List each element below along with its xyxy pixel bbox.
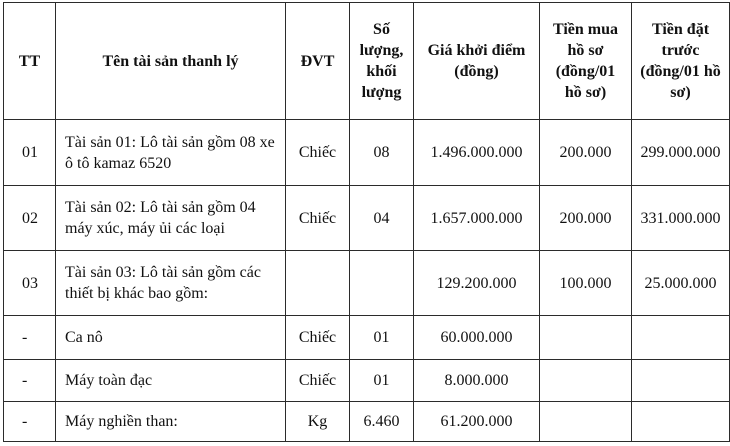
row-quantity: 01	[350, 316, 414, 360]
row-tt: -	[4, 316, 56, 360]
table-row	[4, 402, 730, 442]
header-starting-price: Giá khởi điểm (đồng)	[414, 3, 540, 120]
row-starting-price: 8.000.000	[414, 360, 540, 402]
header-deposit: Tiền đặt trước (đồng/01 hồ sơ)	[632, 3, 730, 120]
table-row	[4, 186, 730, 251]
row-starting-price: 129.200.000	[414, 251, 540, 316]
row-deposit	[632, 360, 730, 402]
row-asset-name: Máy nghiền than:	[56, 402, 286, 442]
row-quantity: 08	[350, 120, 414, 186]
row-starting-price: 60.000.000	[414, 316, 540, 360]
header-quantity: Số lượng, khối lượng	[350, 3, 414, 120]
table-row	[4, 120, 730, 186]
row-unit: Chiếc	[286, 316, 350, 360]
row-asset-name: Tài sản 02: Lô tài sản gồm 04 máy xúc, máy ủi các loại	[56, 186, 286, 251]
row-unit: Chiếc	[286, 360, 350, 402]
header-unit: ĐVT	[286, 3, 350, 120]
row-deposit	[632, 316, 730, 360]
row-deposit	[632, 402, 730, 442]
table-row	[4, 251, 730, 316]
row-unit: Kg	[286, 402, 350, 442]
row-dossier-fee	[540, 402, 632, 442]
row-asset-name: Ca nô	[56, 316, 286, 360]
row-dossier-fee	[540, 316, 632, 360]
table-row	[4, 360, 730, 402]
row-quantity: 6.460	[350, 402, 414, 442]
asset-liquidation-table	[3, 2, 730, 442]
row-unit: Chiếc	[286, 120, 350, 186]
row-tt: 01	[4, 120, 56, 186]
row-tt: -	[4, 360, 56, 402]
row-tt: 03	[4, 251, 56, 316]
table-header-row	[4, 3, 730, 120]
row-starting-price: 1.657.000.000	[414, 186, 540, 251]
row-deposit: 331.000.000	[632, 186, 730, 251]
row-quantity: 04	[350, 186, 414, 251]
row-dossier-fee	[540, 360, 632, 402]
row-quantity: 01	[350, 360, 414, 402]
row-deposit: 299.000.000	[632, 120, 730, 186]
header-tt: TT	[4, 3, 56, 120]
row-dossier-fee: 200.000	[540, 120, 632, 186]
row-tt: -	[4, 402, 56, 442]
row-asset-name: Tài sản 01: Lô tài sản gồm 08 xe ô tô kamaz 6520	[56, 120, 286, 186]
row-unit	[286, 251, 350, 316]
row-dossier-fee: 100.000	[540, 251, 632, 316]
row-asset-name: Tài sản 03: Lô tài sản gồm các thiết bị khác bao gồm:	[56, 251, 286, 316]
row-asset-name: Máy toàn đạc	[56, 360, 286, 402]
asset-table-wrapper	[3, 2, 730, 442]
row-dossier-fee: 200.000	[540, 186, 632, 251]
header-dossier-fee: Tiền mua hồ sơ (đồng/01 hồ sơ)	[540, 3, 632, 120]
row-tt: 02	[4, 186, 56, 251]
row-unit: Chiếc	[286, 186, 350, 251]
table-row	[4, 316, 730, 360]
header-asset-name: Tên tài sản thanh lý	[56, 3, 286, 120]
row-quantity	[350, 251, 414, 316]
row-starting-price: 61.200.000	[414, 402, 540, 442]
row-deposit: 25.000.000	[632, 251, 730, 316]
row-starting-price: 1.496.000.000	[414, 120, 540, 186]
